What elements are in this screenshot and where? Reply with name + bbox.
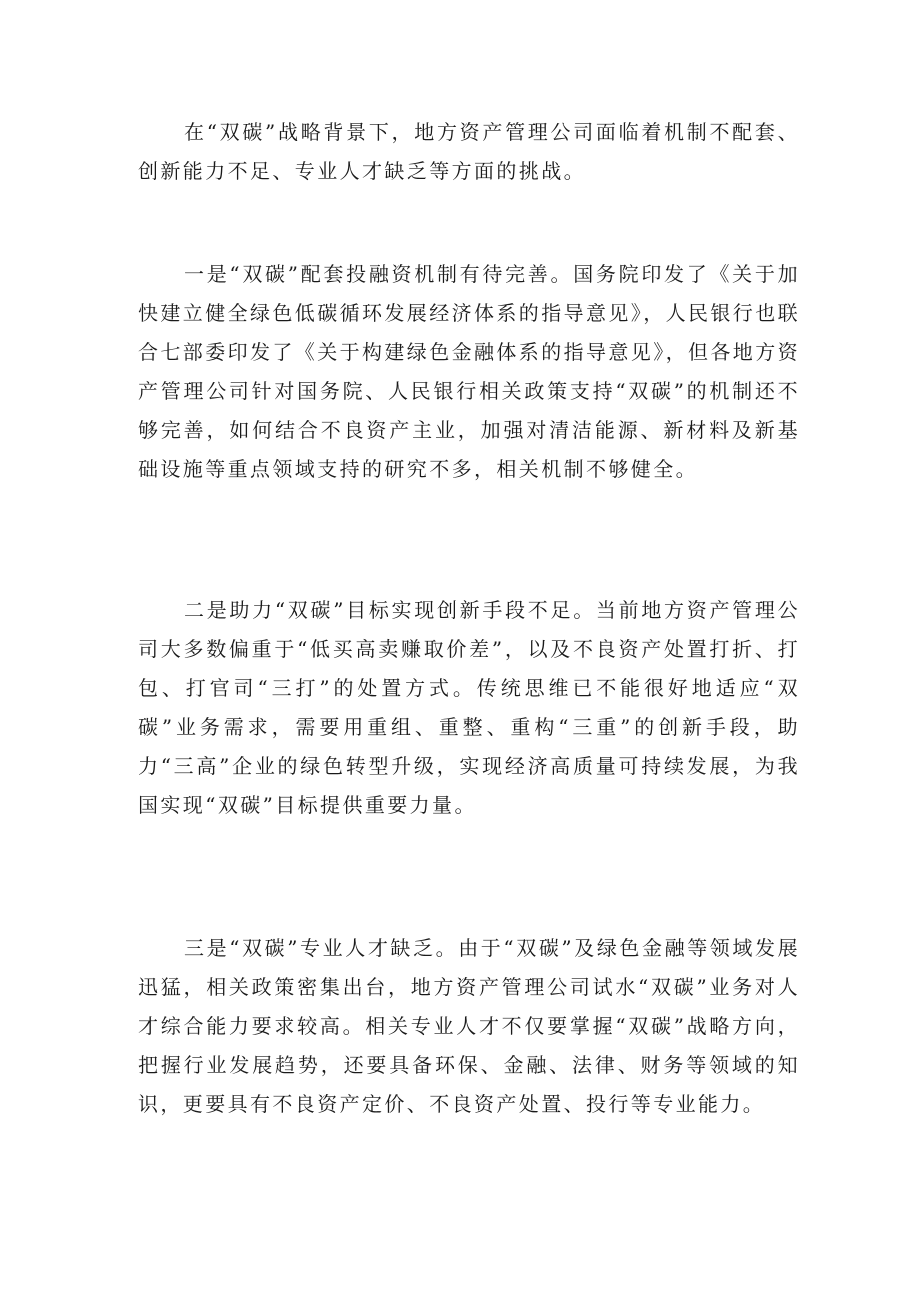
- paragraph-innovation-means: 二是助力“双碳”目标实现创新手段不足。当前地方资产管理公司大多数偏重于“低买高卖赚取价差”，以及不良资产处置打折、打包、打官司“三打”的处置方式。传统思维已不能很好地适应“双碳”业务需求，需要用重组、重整、重构“三重”的创新手段，助力“三高”企业的绿色转型升级，实现经济高质量可持续发展，为我国实现“双碳”目标提供重要力量。: [138, 598, 800, 817]
- paragraph-talent-shortage: 三是“双碳”专业人才缺乏。由于“双碳”及绿色金融等领域发展迅猛，相关政策密集出台，地方资产管理公司试水“双碳”业务对人才综合能力要求较高。相关专业人才不仅要掌握“双碳”战略方向，把握行业发展趋势，还要具备环保、金融、法律、财务等领域的知识，更要具有不良资产定价、不良资产处置、投行等专业能力。: [138, 936, 800, 1116]
- intro-paragraph: 在“双碳”战略背景下，地方资产管理公司面临着机制不配套、创新能力不足、专业人才缺乏等方面的挑战。: [138, 120, 800, 183]
- paragraph-investment-mechanism: 一是“双碳”配套投融资机制有待完善。国务院印发了《关于加快建立健全绿色低碳循环发展经济体系的指导意见》，人民银行也联合七部委印发了《关于构建绿色金融体系的指导意见》，但各地方资产管理公司针对国务院、人民银行相关政策支持“双碳”的机制还不够完善，如何结合不良资产主业，加强对清洁能源、新材料及新基础设施等重点领域支持的研究不多，相关机制不够健全。: [138, 262, 800, 481]
